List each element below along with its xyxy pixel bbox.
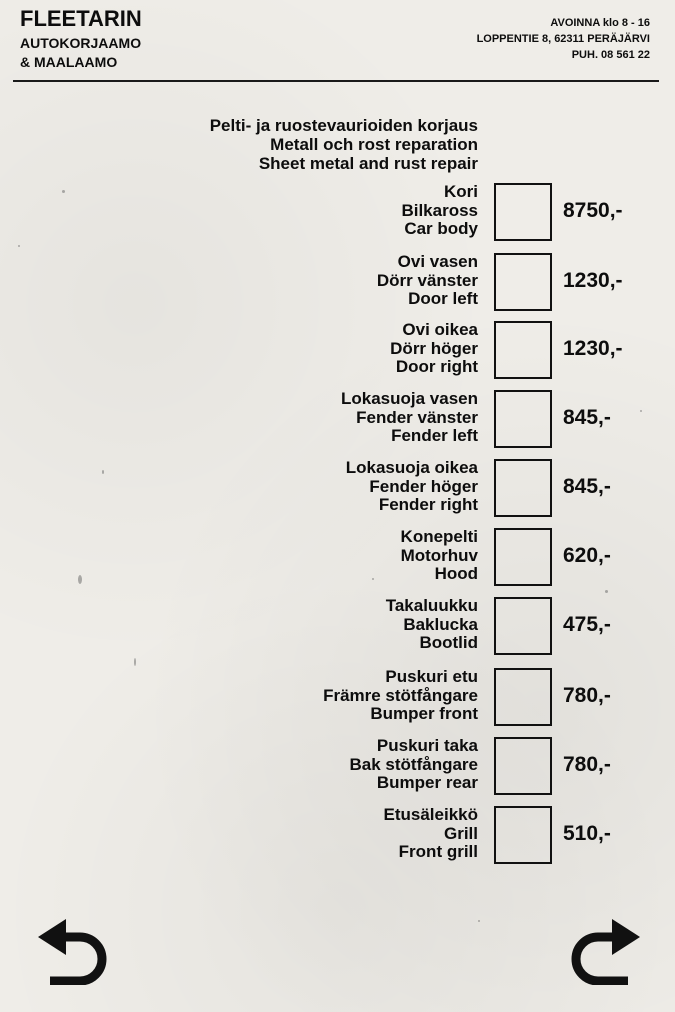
item-name-fi: Takaluukku	[385, 596, 478, 615]
repair-item-hood	[0, 528, 675, 586]
repair-item-bumper-front	[0, 668, 675, 726]
item-price: 475,-	[563, 613, 611, 636]
back-button[interactable]	[36, 915, 108, 985]
paper-speck	[18, 245, 20, 247]
opening-hours: AVOINNA klo 8 - 16	[550, 17, 650, 29]
repair-item-fender-right	[0, 459, 675, 517]
item-name-sv: Motorhuv	[400, 545, 478, 565]
shop-name	[20, 8, 142, 69]
item-price: 620,-	[563, 544, 611, 567]
section-title-en: Sheet metal and rust repair	[258, 154, 478, 173]
item-name-sv: Fender höger	[369, 476, 478, 496]
undo-arrow-icon	[36, 915, 108, 985]
forward-button[interactable]	[570, 915, 642, 985]
item-name-en: Door left	[408, 289, 478, 308]
section-title-sv: Metall och rost reparation	[270, 135, 478, 154]
item-name-en: Fender right	[378, 495, 478, 514]
repair-item-front-grill	[0, 806, 675, 864]
item-names	[323, 668, 478, 724]
item-names	[346, 459, 478, 515]
shop-name-line3: & MAALAAMO	[20, 54, 118, 70]
item-name-sv: Baklucka	[403, 614, 478, 634]
item-name-fi: Konepelti	[400, 527, 478, 546]
repair-item-door-right	[0, 321, 675, 379]
item-name-sv: Grill	[443, 823, 478, 843]
item-name-sv: Främre stötfångare	[323, 685, 478, 705]
item-price: 1230,-	[563, 269, 623, 292]
shop-info	[477, 15, 650, 63]
repair-item-fender-left	[0, 390, 675, 448]
item-checkbox[interactable]	[494, 737, 552, 795]
header-divider	[13, 80, 659, 82]
item-checkbox[interactable]	[494, 390, 552, 448]
section-title	[210, 116, 478, 173]
item-name-sv: Dörr vänster	[376, 270, 478, 290]
shop-phone: PUH. 08 561 22	[571, 49, 650, 61]
item-name-en: Bumper rear	[376, 773, 478, 792]
item-names	[401, 183, 478, 239]
item-checkbox[interactable]	[494, 253, 552, 311]
shop-name-line1: FLEETARIN	[20, 6, 142, 31]
paper-speck	[134, 658, 136, 666]
item-names	[350, 737, 478, 793]
repair-item-bumper-rear	[0, 737, 675, 795]
item-name-sv: Fender vänster	[356, 407, 478, 427]
item-price: 845,-	[563, 475, 611, 498]
item-name-en: Bootlid	[419, 633, 478, 652]
item-names	[386, 597, 478, 653]
item-name-fi: Ovi vasen	[397, 252, 478, 271]
item-names	[401, 528, 478, 584]
item-price: 1230,-	[563, 337, 623, 360]
paper-speck	[478, 920, 480, 922]
item-name-en: Car body	[404, 219, 478, 238]
item-name-en: Fender left	[391, 426, 478, 445]
item-checkbox[interactable]	[494, 806, 552, 864]
item-name-en: Bumper front	[370, 704, 478, 723]
item-checkbox[interactable]	[494, 668, 552, 726]
paper-speck	[605, 590, 608, 593]
item-checkbox[interactable]	[494, 459, 552, 517]
item-name-sv: Bilkaross	[401, 200, 478, 220]
item-price: 780,-	[563, 753, 611, 776]
item-names	[390, 321, 478, 377]
item-price: 510,-	[563, 822, 611, 845]
repair-item-bootlid	[0, 597, 675, 655]
item-checkbox[interactable]	[494, 321, 552, 379]
repair-item-car-body	[0, 183, 675, 241]
item-name-fi: Lokasuoja vasen	[340, 389, 478, 408]
redo-arrow-icon	[570, 915, 642, 985]
item-price: 780,-	[563, 684, 611, 707]
item-checkbox[interactable]	[494, 597, 552, 655]
item-name-fi: Etusäleikkö	[383, 805, 478, 824]
item-names	[377, 253, 478, 309]
shop-name-line2: AUTOKORJAAMO	[20, 35, 142, 51]
section-title-fi: Pelti- ja ruostevaurioiden korjaus	[209, 116, 478, 135]
item-name-fi: Puskuri etu	[385, 667, 478, 686]
repair-item-door-left	[0, 253, 675, 311]
item-name-en: Hood	[434, 564, 478, 583]
item-name-sv: Dörr höger	[390, 338, 478, 358]
item-name-sv: Bak stötfångare	[349, 754, 478, 774]
item-names	[384, 806, 479, 862]
item-price: 8750,-	[563, 199, 623, 222]
item-name-en: Door right	[395, 357, 478, 376]
item-price: 845,-	[563, 406, 611, 429]
item-name-en: Front grill	[398, 842, 478, 861]
item-checkbox[interactable]	[494, 528, 552, 586]
item-checkbox[interactable]	[494, 183, 552, 241]
item-name-fi: Puskuri taka	[376, 736, 478, 755]
item-name-fi: Ovi oikea	[402, 320, 478, 339]
item-name-fi: Kori	[444, 182, 478, 201]
item-name-fi: Lokasuoja oikea	[345, 458, 478, 477]
item-names	[341, 390, 478, 446]
shop-address: LOPPENTIE 8, 62311 PERÄJÄRVI	[476, 33, 650, 45]
